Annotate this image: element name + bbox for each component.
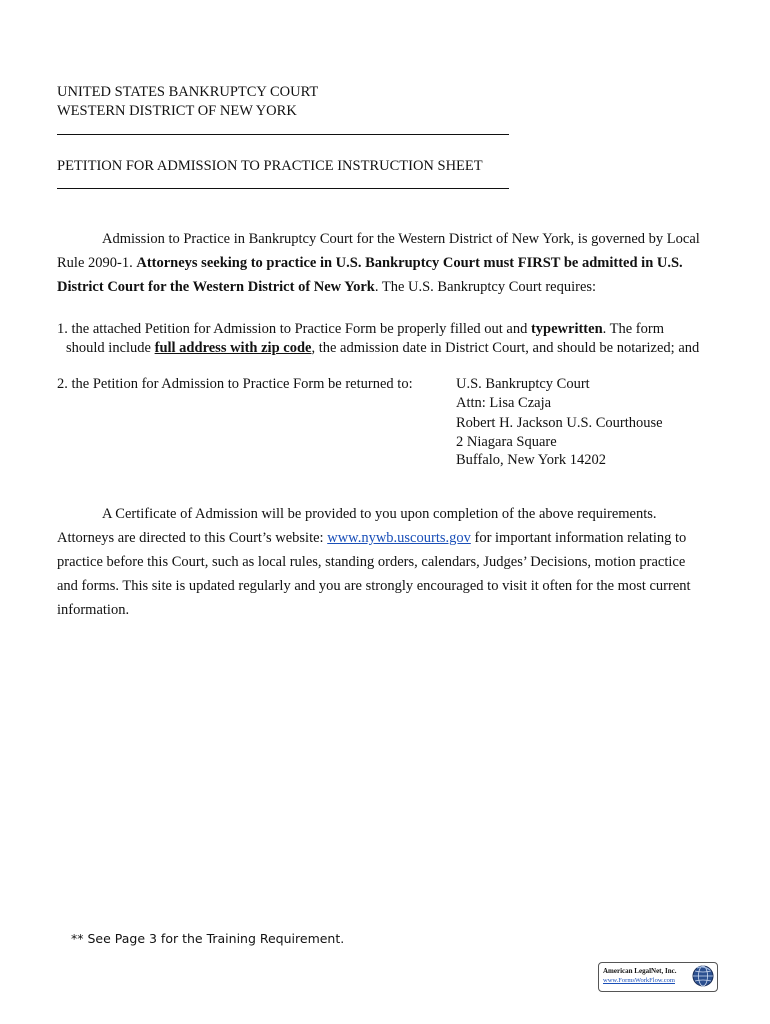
- requirement-1-line-2: should include full address with zip code, the admission date in District Court, and should be notarized; and: [66, 340, 700, 356]
- american-legalnet-logo[interactable]: [598, 962, 718, 992]
- document-title: PETITION FOR ADMISSION TO PRACTICE INSTRUCTION SHEET: [57, 158, 483, 174]
- address-line-4: 2 Niagara Square: [456, 434, 557, 450]
- intro-line-2: Rule 2090-1. Attorneys seeking to practice in U.S. Bankruptcy Court must FIRST be admitted in U.S.: [57, 255, 683, 271]
- address-line-2: Attn: Lisa Czaja: [456, 395, 552, 411]
- district-name: WESTERN DISTRICT OF NEW YORK: [57, 103, 297, 119]
- divider-bottom: [57, 188, 509, 189]
- certificate-line-2: Attorneys are directed to this Court’s website: www.nywb.uscourts.gov for important information relating to: [57, 530, 687, 546]
- certificate-line-3: practice before this Court, such as local rules, standing orders, calendars, Judges’ Decisions, motion practice: [57, 554, 686, 570]
- logo-company-name: American LegalNet, Inc.: [603, 967, 677, 975]
- requirement-2: 2. the Petition for Admission to Practice Form be returned to:: [57, 376, 413, 392]
- address-line-3: Robert H. Jackson U.S. Courthouse: [456, 415, 663, 431]
- court-website-link[interactable]: www.nywb.uscourts.gov: [327, 530, 471, 546]
- address-line-1: U.S. Bankruptcy Court: [456, 376, 590, 392]
- address-line-5: Buffalo, New York 14202: [456, 452, 606, 468]
- logo-url-link[interactable]: www.FormsWorkFlow.com: [603, 977, 675, 984]
- divider-top: [57, 134, 509, 135]
- intro-paragraph: [57, 227, 709, 299]
- certificate-line-1: A Certificate of Admission will be provided to you upon completion of the above requirements.: [102, 506, 657, 522]
- intro-line-3: District Court for the Western District of New York. The U.S. Bankruptcy Court requires:: [57, 279, 597, 295]
- court-name: UNITED STATES BANKRUPTCY COURT: [57, 84, 319, 100]
- zip-code-emphasis: full address with zip code: [154, 340, 312, 356]
- requirement-1-line-1: 1. the attached Petition for Admission to Practice Form be properly filled out and typewritten. The form: [57, 321, 664, 337]
- certificate-paragraph: [57, 502, 709, 622]
- intro-line-1: Admission to Practice in Bankruptcy Court for the Western District of New York, is governed by Local: [102, 231, 700, 247]
- globe-icon: [691, 964, 715, 988]
- certificate-line-5: information.: [57, 602, 130, 618]
- training-footnote: ** See Page 3 for the Training Requirement.: [71, 931, 345, 946]
- certificate-line-4: and forms. This site is updated regularly and you are strongly encouraged to visit it often for the most current: [57, 578, 691, 594]
